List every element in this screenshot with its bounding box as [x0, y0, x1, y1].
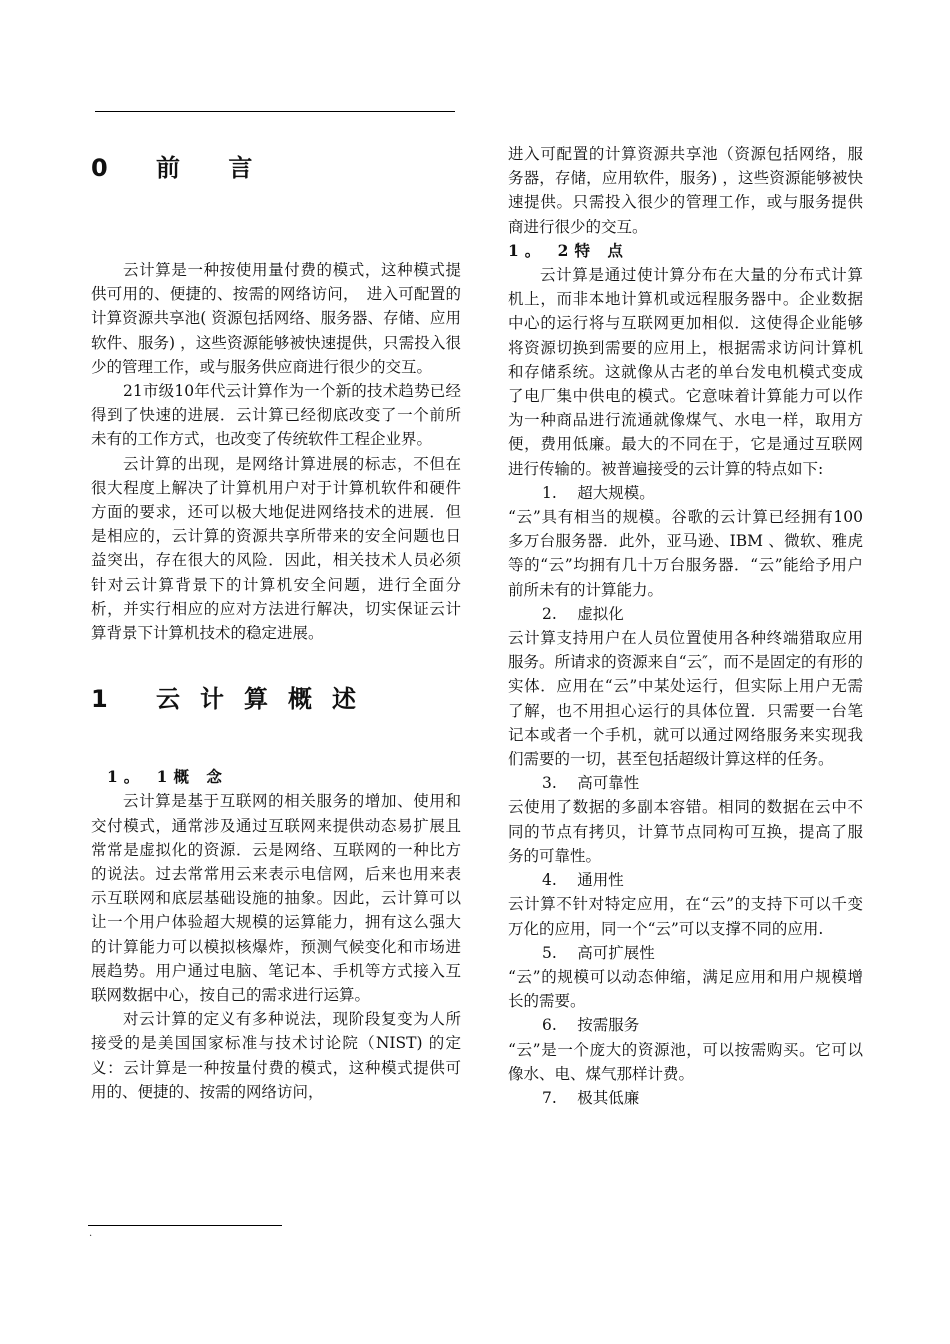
paragraph: 云计算的出现，是网络计算进展的标志，不但在很大程度上解决了计算机用户对于计算机软件和硬件方面的要求，还可以极大地促进网络技术的进展．但是相应的，云计算的资源共享所带来的安全问题也日益突出，存在很大的风险．因此，相关技术人员必须针对云计算背景下的计算机安全问题，进行全面分析，并实行相应的应对方法进行解决，切实保证云计算背景下计算机技术的稳定进展。 [91, 454, 461, 643]
list-item: 2. 虚拟化 [542, 604, 624, 623]
left-column [91, 150, 461, 1104]
section-1-heading: 1 云计算概述 [91, 685, 377, 714]
section-1-2-heading: 1。 2特 点 [508, 240, 629, 260]
list-item: 3. 高可靠性 [542, 774, 640, 793]
list-item-description: 云计算不针对特定应用，在“云”的支持下可以千变万化的应用，同一个“云”可以支撑不同的应用. [508, 895, 863, 938]
footnote-rule [88, 1225, 282, 1226]
list-item: 7. 极其低廉 [542, 1088, 640, 1107]
paragraph: 21市级10年代云计算作为一个新的技术趋势已经得到了快速的进展．云计算已经彻底改变了一个前所未有的工作方式，也改变了传统软件工程企业界。 [91, 382, 461, 449]
paragraph: 对云计算的定义有多种说法，现阶段复变为人所接受的是美国国家标准与技术讨论院（NIST) 的定义：云计算是一种按量付费的模式，这种模式提供可用的、便捷的、按需的网络访问， [91, 1010, 461, 1101]
list-item: 5. 高可扩展性 [542, 943, 655, 962]
list-item: 1. 超大规模。 [542, 483, 655, 502]
section-1-1-heading: 1。 1概 念 [107, 767, 228, 787]
top-rule [95, 111, 455, 112]
paragraph: 云计算是基于互联网的相关服务的增加、使用和交付模式，通常涉及通过互联网来提供动态易扩展且常常是虚拟化的资源．云是网络、互联网的一种比方的说法。过去常常用云来表示电信网，后来也用来表示互联网和底层基础设施的抽象。因此，云计算可以让一个用户体验超大规模的运算能力，拥有这么强大的计算能力可以模拟核爆炸，预测气候变化和市场进展趋势。用户通过电脑、笔记本、手机等方式接入互联网数据中心，按自己的需求进行运算。 [91, 792, 461, 1005]
list-item-description: 云使用了数据的多副本容错。相同的数据在云中不同的节点有拷贝，计算节点同构可互换，提高了服务的可靠性。 [508, 798, 863, 865]
list-item-description: “云”的规模可以动态伸缩，满足应用和用户规模增长的需要。 [508, 967, 863, 1011]
footnote-mark: . [89, 1228, 93, 1239]
paragraph: 进入可配置的计算资源共享池（资源包括网络，服务器，存储，应用软件，服务) ，这些资源能够被快速提供。只需投入很少的管理工作，或与服务提供商进行很少的交互。 [508, 145, 863, 236]
section-0-heading: 0 前 言 [91, 154, 273, 182]
paragraph: 云计算是通过使计算分布在大量的分布式计算机上，而非本地计算机或远程服务器中。企业数据中心的运行将与互联网更加相似．这使得企业能够将资源切换到需要的应用上，根据需求访问计算机和存储系统。这就像从古老的单台发电机模式变成了电厂集中供电的模式。它意味着计算能力可以作为一种商品进行流通就像煤气、水电一样，取用方便，费用低廉。最大的不同在于，它是通过互联网进行传输的。被普遍接受的云计算的特点如下: [508, 266, 863, 478]
list-item-description: “云”是一个庞大的资源池，可以按需购买。它可以像水、电、煤气那样计费。 [508, 1040, 863, 1083]
paragraph: 云计算是一种按使用量付费的模式，这种模式提供可用的、便捷的、按需的网络访问， 进入可配置的计算资源共享池( 资源包括网络、服务器、存储、应用软件、服务) ，这些资源能够被快速提供，只需投入很少的管理工作，或与服务供应商进行很少的交互。 [91, 261, 461, 376]
list-item: 6. 按需服务 [542, 1016, 640, 1035]
list-item-description: 云计算支持用户在人员位置使用各种终端猎取应用服务。所请求的资源来自“云″，而不是固定的有形的实体．应用在“云”中某处运行，但实际上用户无需了解，也不用担心运行的具体位置．只需要一台笔记本或者一个手机，就可以通过网络服务来实现我们需要的一切，甚至包括超级计算这样的任务。 [508, 629, 863, 769]
right-column [508, 142, 863, 1110]
list-item: 4. 通用性 [542, 871, 624, 890]
list-item-description: “云”具有相当的规模。谷歌的云计算已经拥有100 多万台服务器．此外，亚马逊、IBM 、微软、雅虎等的“云”均拥有几十万台服务器．“云”能给予用户前所未有的计算能力。 [508, 508, 863, 599]
